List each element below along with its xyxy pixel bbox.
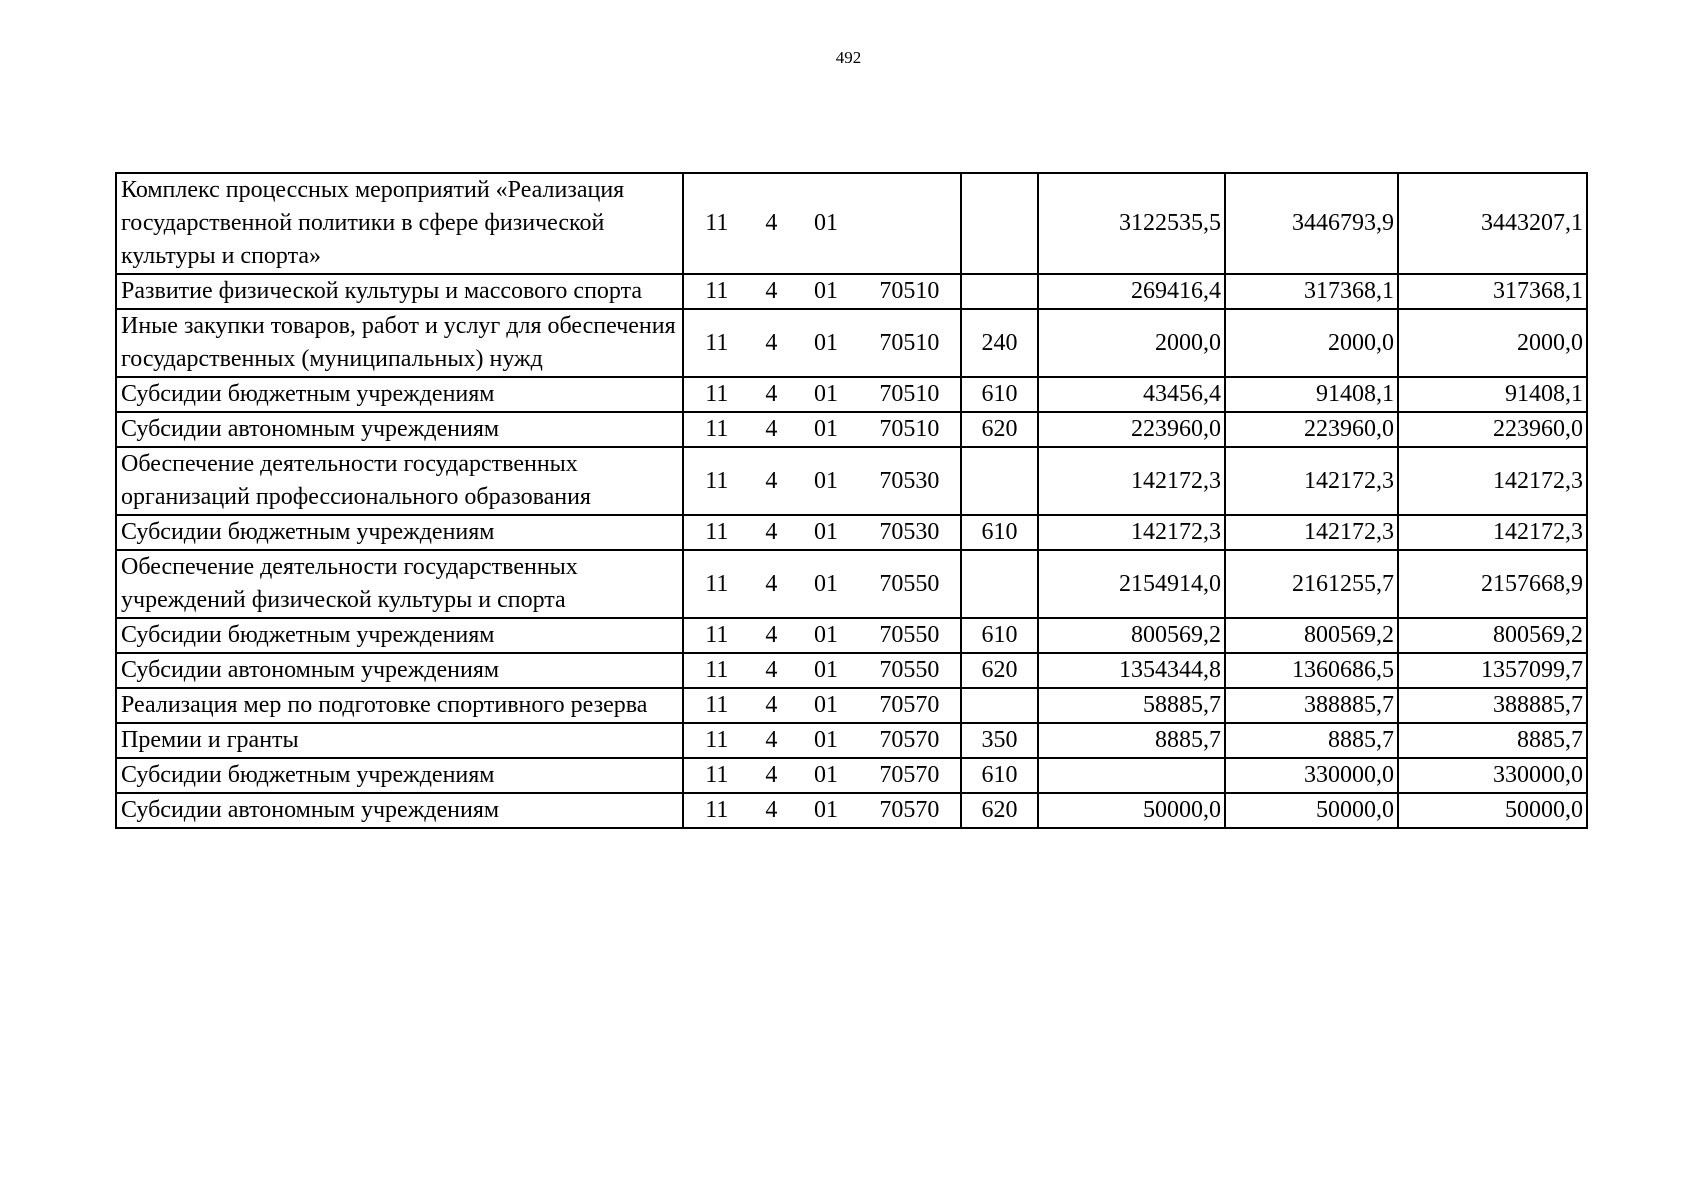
row-target-code <box>683 723 961 758</box>
row-name: Субсидии бюджетным учреждениям <box>116 515 683 550</box>
row-amount-year-3: 8885,7 <box>1398 723 1587 758</box>
page-number: 492 <box>835 48 862 67</box>
row-amount-year-2: 3446793,9 <box>1225 173 1398 274</box>
row-name: Субсидии автономным учреждениям <box>116 653 683 688</box>
row-name: Комплекс процессных мероприятий «Реализация государственной политики в сфере физической культуры и спорта» <box>116 173 683 274</box>
table-row <box>116 377 1587 412</box>
code-element: 01 <box>813 570 838 597</box>
row-amount-year-1 <box>1038 758 1225 793</box>
code-type: 4 <box>765 692 778 718</box>
table-row <box>116 653 1587 688</box>
code-program: 11 <box>705 416 729 442</box>
row-expense-type: 620 <box>961 412 1038 447</box>
row-expense-type <box>961 688 1038 723</box>
row-amount-year-3: 91408,1 <box>1398 377 1587 412</box>
table-row <box>116 688 1587 723</box>
row-target-code <box>683 173 961 274</box>
code-program: 11 <box>705 381 729 407</box>
code-type: 4 <box>765 329 778 356</box>
row-amount-year-1: 2154914,0 <box>1038 550 1225 618</box>
code-program: 11 <box>705 622 729 648</box>
row-expense-type: 610 <box>961 758 1038 793</box>
row-expense-type <box>961 550 1038 618</box>
row-target-code <box>683 550 961 618</box>
code-program: 11 <box>705 329 729 356</box>
table-row <box>116 550 1587 618</box>
row-amount-year-3: 50000,0 <box>1398 793 1587 828</box>
row-amount-year-2: 8885,7 <box>1225 723 1398 758</box>
row-amount-year-3: 800569,2 <box>1398 618 1587 653</box>
row-target-code <box>683 688 961 723</box>
budget-table <box>115 172 1588 829</box>
row-amount-year-1: 3122535,5 <box>1038 173 1225 274</box>
row-amount-year-2: 2000,0 <box>1225 309 1398 377</box>
row-name: Иные закупки товаров, работ и услуг для обеспечения государственных (муниципальных) нужд <box>116 309 683 377</box>
row-name: Субсидии автономным учреждениям <box>116 793 683 828</box>
code-direction: 70510 <box>879 416 940 442</box>
code-direction: 70570 <box>879 762 940 788</box>
code-element: 01 <box>813 797 838 823</box>
code-direction: 70550 <box>879 657 940 683</box>
row-name: Субсидии бюджетным учреждениям <box>116 618 683 653</box>
row-expense-type <box>961 274 1038 309</box>
code-element: 01 <box>813 381 838 407</box>
row-amount-year-3: 1357099,7 <box>1398 653 1587 688</box>
code-type: 4 <box>765 278 778 304</box>
row-amount-year-1: 1354344,8 <box>1038 653 1225 688</box>
row-expense-type: 350 <box>961 723 1038 758</box>
table-row <box>116 309 1587 377</box>
code-element: 01 <box>813 762 838 788</box>
code-program: 11 <box>705 278 729 304</box>
row-amount-year-2: 2161255,7 <box>1225 550 1398 618</box>
code-element: 01 <box>813 622 838 648</box>
code-direction: 70570 <box>879 797 940 823</box>
row-expense-type: 240 <box>961 309 1038 377</box>
code-type: 4 <box>765 797 778 823</box>
row-amount-year-3: 317368,1 <box>1398 274 1587 309</box>
row-amount-year-1: 223960,0 <box>1038 412 1225 447</box>
row-amount-year-2: 800569,2 <box>1225 618 1398 653</box>
row-name: Обеспечение деятельности государственных учреждений физической культуры и спорта <box>116 550 683 618</box>
row-target-code <box>683 377 961 412</box>
table-row <box>116 758 1587 793</box>
row-target-code <box>683 412 961 447</box>
row-expense-type: 620 <box>961 793 1038 828</box>
table-row <box>116 274 1587 309</box>
row-amount-year-2: 1360686,5 <box>1225 653 1398 688</box>
row-amount-year-3: 142172,3 <box>1398 447 1587 515</box>
code-program: 11 <box>705 210 729 236</box>
row-expense-type: 610 <box>961 515 1038 550</box>
row-name: Обеспечение деятельности государственных организаций профессионального образования <box>116 447 683 515</box>
code-direction: 70510 <box>879 381 940 407</box>
row-name: Развитие физической культуры и массового спорта <box>116 274 683 309</box>
row-amount-year-1: 269416,4 <box>1038 274 1225 309</box>
row-amount-year-3: 2157668,9 <box>1398 550 1587 618</box>
row-amount-year-3: 3443207,1 <box>1398 173 1587 274</box>
row-target-code <box>683 758 961 793</box>
code-element: 01 <box>813 692 838 718</box>
code-direction: 70510 <box>879 329 940 356</box>
row-amount-year-1: 58885,7 <box>1038 688 1225 723</box>
code-type: 4 <box>765 519 778 545</box>
row-name: Реализация мер по подготовке спортивного резерва <box>116 688 683 723</box>
row-amount-year-2: 388885,7 <box>1225 688 1398 723</box>
row-target-code <box>683 793 961 828</box>
code-element: 01 <box>813 467 838 494</box>
code-type: 4 <box>765 416 778 442</box>
row-amount-year-2: 330000,0 <box>1225 758 1398 793</box>
table-body <box>116 173 1587 828</box>
row-target-code <box>683 447 961 515</box>
table-row <box>116 723 1587 758</box>
table-row <box>116 793 1587 828</box>
row-amount-year-2: 223960,0 <box>1225 412 1398 447</box>
row-name: Субсидии бюджетным учреждениям <box>116 758 683 793</box>
code-element: 01 <box>813 210 838 236</box>
code-direction: 70570 <box>879 692 940 718</box>
row-target-code <box>683 618 961 653</box>
row-amount-year-3: 388885,7 <box>1398 688 1587 723</box>
row-amount-year-1: 43456,4 <box>1038 377 1225 412</box>
code-element: 01 <box>813 416 838 442</box>
code-type: 4 <box>765 762 778 788</box>
code-type: 4 <box>765 622 778 648</box>
row-amount-year-1: 8885,7 <box>1038 723 1225 758</box>
code-direction: 70570 <box>879 727 940 753</box>
table-row <box>116 173 1587 274</box>
row-amount-year-2: 142172,3 <box>1225 515 1398 550</box>
row-expense-type <box>961 173 1038 274</box>
code-program: 11 <box>705 657 729 683</box>
row-name: Премии и гранты <box>116 723 683 758</box>
code-program: 11 <box>705 570 729 597</box>
table-row <box>116 515 1587 550</box>
row-target-code <box>683 309 961 377</box>
code-element: 01 <box>813 657 838 683</box>
row-amount-year-1: 142172,3 <box>1038 447 1225 515</box>
code-direction: 70530 <box>879 519 940 545</box>
code-program: 11 <box>705 467 729 494</box>
code-direction: 70550 <box>879 570 940 597</box>
code-element: 01 <box>813 329 838 356</box>
table-row <box>116 447 1587 515</box>
code-direction: 70550 <box>879 622 940 648</box>
row-name: Субсидии автономным учреждениям <box>116 412 683 447</box>
table-row <box>116 618 1587 653</box>
code-program: 11 <box>705 797 729 823</box>
code-program: 11 <box>705 519 729 545</box>
row-amount-year-3: 142172,3 <box>1398 515 1587 550</box>
row-amount-year-3: 2000,0 <box>1398 309 1587 377</box>
code-type: 4 <box>765 381 778 407</box>
row-amount-year-2: 91408,1 <box>1225 377 1398 412</box>
row-target-code <box>683 515 961 550</box>
row-amount-year-2: 50000,0 <box>1225 793 1398 828</box>
row-amount-year-2: 317368,1 <box>1225 274 1398 309</box>
row-amount-year-2: 142172,3 <box>1225 447 1398 515</box>
code-program: 11 <box>705 727 729 753</box>
row-expense-type: 610 <box>961 618 1038 653</box>
code-type: 4 <box>765 657 778 683</box>
code-element: 01 <box>813 278 838 304</box>
row-expense-type: 610 <box>961 377 1038 412</box>
code-direction: 70510 <box>879 278 940 304</box>
code-element: 01 <box>813 519 838 545</box>
code-type: 4 <box>765 467 778 494</box>
row-amount-year-1: 142172,3 <box>1038 515 1225 550</box>
row-target-code <box>683 274 961 309</box>
code-type: 4 <box>765 570 778 597</box>
code-program: 11 <box>705 692 729 718</box>
row-amount-year-3: 330000,0 <box>1398 758 1587 793</box>
row-name: Субсидии бюджетным учреждениям <box>116 377 683 412</box>
row-expense-type <box>961 447 1038 515</box>
row-amount-year-1: 800569,2 <box>1038 618 1225 653</box>
row-amount-year-1: 2000,0 <box>1038 309 1225 377</box>
code-program: 11 <box>705 762 729 788</box>
row-amount-year-1: 50000,0 <box>1038 793 1225 828</box>
code-element: 01 <box>813 727 838 753</box>
row-amount-year-3: 223960,0 <box>1398 412 1587 447</box>
code-type: 4 <box>765 727 778 753</box>
row-expense-type: 620 <box>961 653 1038 688</box>
code-type: 4 <box>765 210 778 236</box>
row-target-code <box>683 653 961 688</box>
code-direction: 70530 <box>879 467 940 494</box>
table-row <box>116 412 1587 447</box>
